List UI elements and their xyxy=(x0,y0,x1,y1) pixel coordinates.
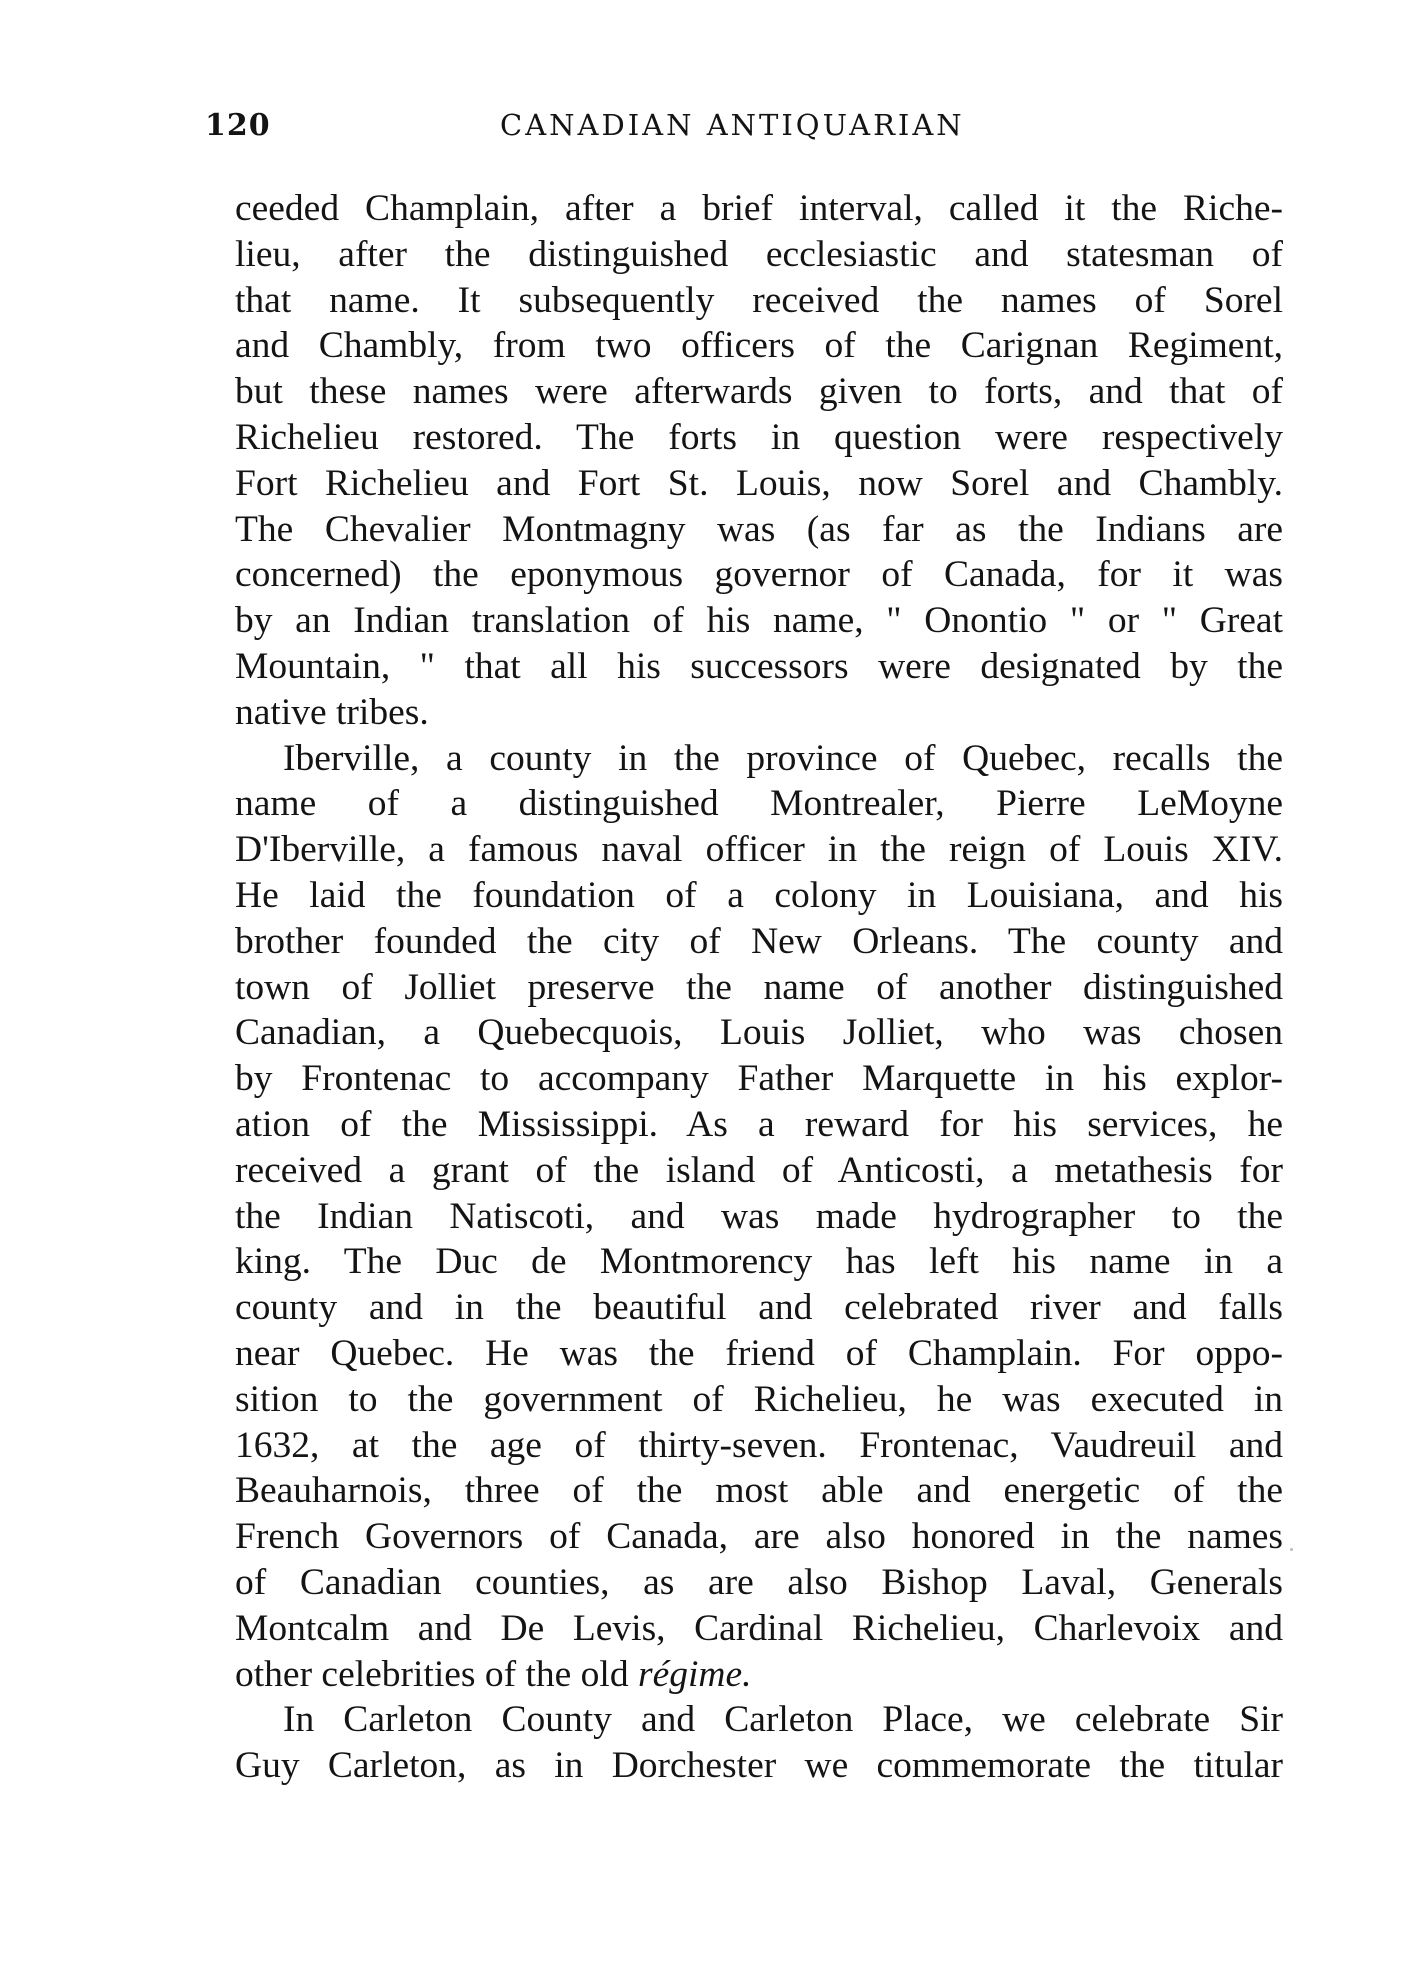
text-line: name of a distinguished Montrealer, Pierre LeMoyne xyxy=(235,783,1283,825)
text-line: the Indian Natiscoti, and was made hydrographer to the xyxy=(235,1195,1283,1237)
text-line: ation of the Mississippi. As a reward for his services, he xyxy=(235,1103,1283,1145)
text-line: county and in the beautiful and celebrated river and falls xyxy=(235,1287,1283,1329)
text-line: Iberville, a county in the province of Quebec, recalls the xyxy=(283,737,1283,779)
text-line: He laid the foundation of a colony in Louisiana, and his xyxy=(235,874,1283,916)
text-line: brother founded the city of New Orleans. The county and xyxy=(235,920,1283,962)
text-line: concerned) the eponymous governor of Canada, for it was xyxy=(235,554,1283,596)
text-line: Fort Richelieu and Fort St. Louis, now Sorel and Chambly. xyxy=(235,462,1283,504)
text-line: that name. It subsequently received the names of Sorel xyxy=(235,279,1283,321)
italic-word: régime. xyxy=(637,1653,752,1695)
text-line-start: other celebrities of the old xyxy=(235,1653,638,1695)
text-line: town of Jolliet preserve the name of another distinguished xyxy=(235,966,1283,1008)
paragraph-3 xyxy=(235,1697,1283,1789)
text-line: Montcalm and De Levis, Cardinal Richelieu, Charlevoix and xyxy=(235,1607,1283,1649)
paragraph-1 xyxy=(235,186,1283,736)
scan-speck xyxy=(1290,1548,1293,1551)
text-line: In Carleton County and Carleton Place, we celebrate Sir xyxy=(283,1699,1283,1741)
text-line: and Chambly, from two officers of the Carignan Regiment, xyxy=(235,325,1283,367)
text-line: received a grant of the island of Anticosti, a metathesis for xyxy=(235,1149,1283,1191)
text-line: of Canadian counties, as are also Bishop Laval, Generals xyxy=(235,1561,1283,1603)
text-line: near Quebec. He was the friend of Champlain. For oppo- xyxy=(235,1332,1283,1374)
text-line: The Chevalier Montmagny was (as far as the Indians are xyxy=(235,508,1283,550)
page-number: 120 xyxy=(205,108,271,143)
text-line: Canadian, a Quebecquois, Louis Jolliet, who was chosen xyxy=(235,1012,1283,1054)
text-line: Beauharnois, three of the most able and energetic of the xyxy=(235,1470,1283,1512)
text-line: Guy Carleton, as in Dorchester we commemorate the titular xyxy=(235,1745,1283,1787)
running-header xyxy=(205,108,1260,148)
text-line: Mountain, " that all his successors were designated by the xyxy=(235,645,1283,687)
text-line: D'Iberville, a famous naval officer in the reign of Louis XIV. xyxy=(235,829,1283,871)
text-line: 1632, at the age of thirty-seven. Frontenac, Vaudreuil and xyxy=(235,1424,1283,1466)
text-line xyxy=(235,1652,1283,1698)
text-line: but these names were afterwards given to forts, and that of xyxy=(235,371,1283,413)
paragraph-2 xyxy=(235,736,1283,1698)
body-text xyxy=(235,186,1283,1789)
text-line: by an Indian translation of his name, " Onontio " or " Great xyxy=(235,600,1283,642)
text-line: lieu, after the distinguished ecclesiastic and statesman of xyxy=(235,233,1283,275)
text-line: French Governors of Canada, are also honored in the names xyxy=(235,1516,1283,1558)
text-line: Richelieu restored. The forts in question were respectively xyxy=(235,416,1283,458)
text-line: by Frontenac to accompany Father Marquette in his explor- xyxy=(235,1058,1283,1100)
text-line: king. The Duc de Montmorency has left his name in a xyxy=(235,1241,1283,1283)
text-line: ceeded Champlain, after a brief interval, called it the Riche- xyxy=(235,188,1283,229)
text-line: sition to the government of Richelieu, he was executed in xyxy=(235,1378,1283,1420)
journal-title: CANADIAN ANTIQUARIAN xyxy=(500,108,965,142)
text-line: native tribes. xyxy=(235,691,429,733)
